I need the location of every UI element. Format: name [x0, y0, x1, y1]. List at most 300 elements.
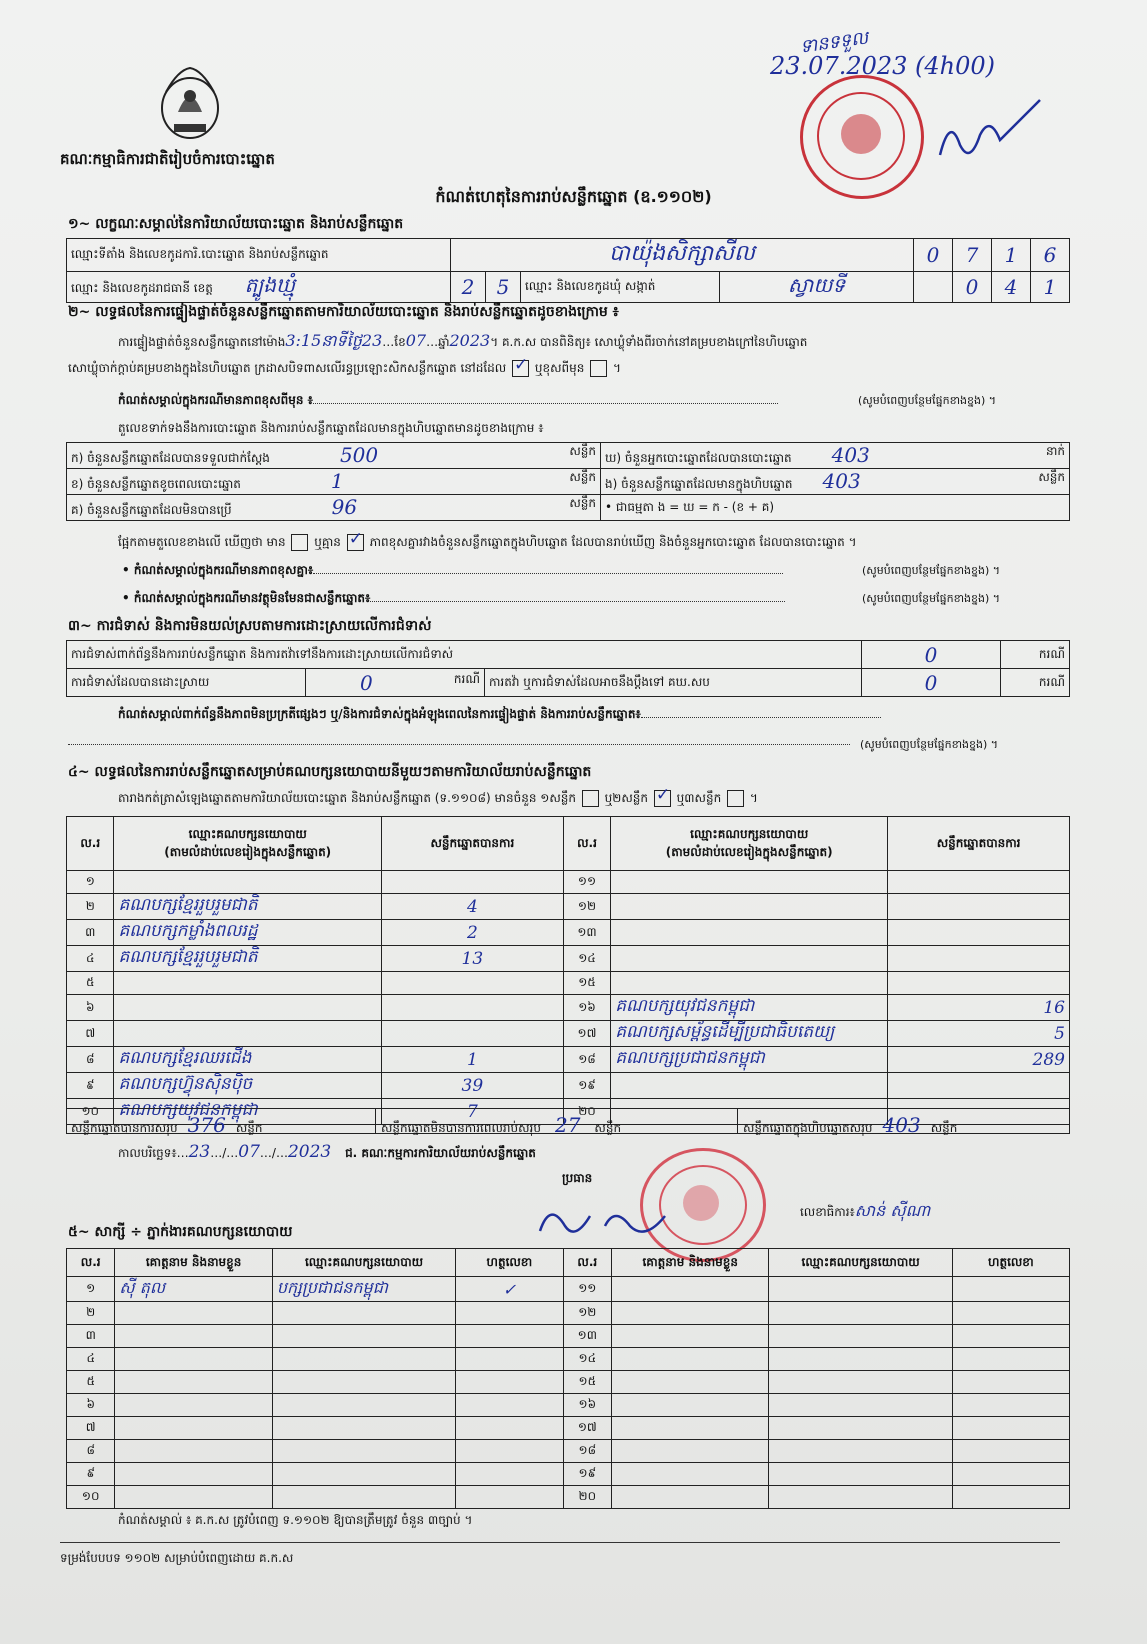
vote-count: 1 [382, 1047, 564, 1073]
row-number: ១១ [563, 871, 610, 894]
party-name [611, 894, 888, 920]
bullet2-line [370, 601, 785, 602]
witness-table [66, 1248, 1070, 1509]
vote-count [888, 1073, 1070, 1099]
witness-name [612, 1486, 769, 1509]
resolved-label: ការជំទាស់ដែលបានដោះស្រាយ [67, 669, 306, 697]
commune-label: ឈ្មោះ និងលេខកូដឃុំ សង្កាត់ [521, 272, 720, 303]
row-number: ១៥ [563, 1371, 611, 1394]
page-title: កំណត់ហេតុនៃការរាប់សន្លឹកឆ្នោត (ឧ.១១០២) [435, 187, 712, 206]
witness-party: បក្សប្រជាជនកម្ពុជា [272, 1277, 455, 1302]
date-month: 07 [238, 1142, 260, 1162]
one-sheet-checkbox[interactable] [582, 790, 599, 807]
received-label: ក) ចំនួនសន្លឹកឆ្នោតដែលបានទទួលជាក់ស្ដែង [71, 451, 270, 465]
secretary-line: លេខាធិការ៖សាន់ ស៊ីណា [800, 1201, 931, 1220]
party-name [611, 1073, 888, 1099]
vote-count [888, 972, 1070, 995]
same-checkbox[interactable] [512, 360, 529, 377]
note1-label: កំណត់សម្គាល់ក្នុងករណីមានភាពខុសពីមុន ៖ [118, 393, 313, 407]
empty-cell [914, 272, 953, 303]
based-text-a: ផ្អែកតាមតួលេខខាងលើ ឃើញថា មាន [118, 535, 286, 549]
party-name [611, 871, 888, 894]
irregularity-note [118, 706, 881, 724]
chair-signature-icon [535, 1196, 685, 1246]
vote-count [382, 972, 564, 995]
commune-code-digit: 1 [1031, 272, 1070, 303]
station-code-digit: 1 [992, 239, 1031, 272]
irregularity-line [641, 717, 881, 718]
complaints-label: ការជំទាស់ពាក់ព័ន្ធនឹងការរាប់សន្លឹកឆ្នោត និងការតវ៉ាទៅនឹងការដោះស្រាយលើការជំទាស់ [67, 641, 862, 669]
witness-name [612, 1394, 769, 1417]
para1-text: ការផ្ទៀងផ្ទាត់ចំនួនសន្លឹកឆ្នោតនៅម៉ោង [118, 335, 286, 349]
table-row [67, 1021, 1070, 1047]
witness-name [115, 1440, 272, 1463]
witness-signature [952, 1348, 1069, 1371]
witness-party [769, 1277, 952, 1302]
voters-value: 403 [831, 443, 870, 467]
bullet1-label: • កំណត់សម្គាល់ក្នុងករណីមានភាពខុសគ្នា៖ [122, 563, 314, 577]
party-name: គណបក្សខ្មែររួបរួមជាតិ [114, 894, 382, 920]
commune-name: ស្វាយទី [720, 272, 914, 303]
row-number: ១ [67, 1277, 115, 1302]
vote-count [888, 946, 1070, 972]
commune-code-digit: 0 [953, 272, 992, 303]
year-label: ឆ្នាំ [438, 335, 450, 349]
row-number: ៧ [67, 1021, 114, 1047]
dotted-line [68, 744, 850, 745]
complaints-value: 0 [862, 641, 1001, 669]
verify-year: 2023 [449, 331, 491, 350]
witness-party [272, 1417, 455, 1440]
total-in-box [743, 1113, 957, 1138]
witness-party [769, 1440, 952, 1463]
based-text-c: ភាពខុសគ្នារវាងចំនួនសន្លឹកឆ្នោតក្នុងហិបឆ្នោត ដែលបានរាប់ឃើញ និងចំនួនអ្នកបោះឆ្នោត ដែលបានបោះឆ្នោត ។ [369, 535, 857, 549]
witness-signature [456, 1394, 563, 1417]
row-number: ១២ [563, 1302, 611, 1325]
total-valid-label: សន្លឹកឆ្នោតបានការសរុប [71, 1121, 178, 1135]
row-number: ១៦ [563, 1394, 611, 1417]
row-number: ១៤ [563, 946, 610, 972]
section1-table [66, 238, 1070, 303]
province-label: ឈ្មោះ និងលេខកូដរាជធានី ខេត្ត [71, 281, 213, 295]
para1-text-b: ។ គ.ក.ស បានពិនិត្យ៖ សោឃ្លុំទាំងពីរចាក់នៅគម្របខាងក្រៅនៃហិបឆ្នោត [490, 335, 808, 349]
party-name: គណបក្សសម្ព័ន្ធដើម្បីប្រជាធិបតេយ្យ [611, 1021, 888, 1047]
tally-sheets-line: តារាងកត់ត្រាសំឡេងឆ្នោតតាមការិយាល័យបោះឆ្នោត និងរាប់សន្លឹកឆ្នោត (ទ.១១០៨) មានចំនួន ១សន្លឹក ឬ២សន្លឹក ✓ ឬ៣សន្លឹក ។ [118, 790, 758, 808]
table-row [67, 1047, 1070, 1073]
section1-heading: ១~ លក្ខណៈសម្គាល់នៃការិយាល័យបោះឆ្នោត និងរាប់សន្លឹកឆ្នោត [68, 216, 404, 232]
date-line: កាលបរិច្ឆេទ៖…23…/…07…/…2023 ជ. គណៈកម្មការការិយាល័យរាប់សន្លឹកឆ្នោត [118, 1142, 536, 1162]
row-number: ២ [67, 894, 114, 920]
witness-signature: ✓ [456, 1277, 563, 1302]
fill-hint: (សូមបំពេញបន្ថែមផ្នែកខាងខ្នង) ។ [862, 592, 1001, 605]
witness-name [115, 1371, 272, 1394]
bullet2-label: • កំណត់សម្គាល់ក្នុងករណីមានវត្ថុមិនមែនជាសន្លឹកឆ្នោត៖ [122, 591, 371, 605]
row-number: ៧ [67, 1417, 115, 1440]
table-row [67, 920, 1070, 946]
total-box-value: 403 [882, 1113, 921, 1137]
intro-c: ឬ៣សន្លឹក [676, 791, 722, 805]
party-name: គណបក្សប្រជាជនកម្ពុជា [611, 1047, 888, 1073]
nec-emblem-icon [158, 62, 222, 146]
appeal-label: ការតវ៉ា ឬការជំទាស់ដែលអាចនឹងប្ដឹងទៅ គឃ.សប [485, 669, 862, 697]
verify-month: 07 [405, 331, 427, 350]
party-name: គណបក្សយុវជនកម្ពុជា [114, 1099, 382, 1125]
verify-time: 3:15នាទីថ្ងៃ [285, 331, 362, 350]
witness-name: ស៊ី តុល [115, 1277, 272, 1302]
row-number: ៤ [67, 1348, 115, 1371]
witness-party [769, 1348, 952, 1371]
col-signature: ហត្ថលេខា [456, 1249, 563, 1277]
witness-signature [456, 1463, 563, 1486]
witness-party [272, 1463, 455, 1486]
unit: ករណី [1001, 641, 1070, 669]
table-row [67, 1440, 1070, 1463]
bullet-nonballot [122, 590, 785, 608]
spoiled-label: ខ) ចំនួនសន្លឹកឆ្នោតខូចពេលបោះឆ្នោត [71, 477, 241, 491]
party-name: គណបក្សខ្មែររួបរួមជាតិ [114, 946, 382, 972]
unit: សន្លឹក [594, 1121, 622, 1135]
row-number: ១០ [67, 1486, 115, 1509]
province-row [67, 272, 451, 303]
table-row [67, 1371, 1070, 1394]
table-row [67, 1302, 1070, 1325]
row-number: ៣ [67, 920, 114, 946]
station-code-digit: 7 [953, 239, 992, 272]
witness-party [272, 1440, 455, 1463]
voters-label: ឃ) ចំនួនអ្នកបោះឆ្នោតដែលបានបោះឆ្នោត [605, 451, 792, 465]
has-discrepancy-checkbox[interactable] [291, 534, 308, 551]
fill-hint: (សូមបំពេញបន្ថែមផ្នែកខាងខ្នង) ។ [862, 564, 1001, 577]
witness-name [115, 1348, 272, 1371]
witness-name [612, 1440, 769, 1463]
table-row [67, 946, 1070, 972]
vote-count: 13 [382, 946, 564, 972]
row-number: ៩ [67, 1073, 114, 1099]
col-party: ឈ្មោះគណបក្សនយោបាយ [272, 1249, 455, 1277]
row-number: ១៤ [563, 1348, 611, 1371]
col-party [611, 817, 888, 871]
secretary-signature: សាន់ ស៊ីណា [854, 1201, 931, 1220]
witness-party [769, 1371, 952, 1394]
witness-name [612, 1371, 769, 1394]
table-row [67, 894, 1070, 920]
table-row [67, 1348, 1070, 1371]
row-number: ៨ [67, 1440, 115, 1463]
col-party-line2: (តាមលំដាប់លេខរៀងក្នុងសន្លឹកឆ្នោត) [164, 844, 332, 859]
total-box-label: សន្លឹកឆ្នោតក្នុងហិបឆ្នោតសរុប [743, 1121, 873, 1135]
col-party-line2: (តាមលំដាប់លេខរៀងក្នុងសន្លឹកឆ្នោត) [665, 844, 833, 859]
table-row [67, 1486, 1070, 1509]
table-row [67, 1394, 1070, 1417]
row-number: ១៦ [563, 995, 610, 1021]
row-number: ៦ [67, 1394, 115, 1417]
discrepancy-line [118, 534, 857, 552]
table-row [67, 1277, 1070, 1302]
verification-paragraph: ការផ្ទៀងផ្ទាត់ចំនួនសន្លឹកឆ្នោតនៅម៉ោង3:15នាទីថ្ងៃ23…ខែ07…ឆ្នាំ2023។ គ.ក.ស បានពិនិត្យ៖ សោឃ្លុំទាំងពីរចាក់នៅគម្របខាងក្រៅនៃហិបឆ្នោត [118, 331, 808, 350]
witness-name [115, 1302, 272, 1325]
vote-count: 289 [888, 1047, 1070, 1073]
province-name: ត្បូងឃ្មុំ [244, 273, 296, 297]
footer-note: កំណត់សម្គាល់ ៖ គ.ក.ស ត្រូវបំពេញ ទ.១១០២ ឱ្យបានត្រឹមត្រូវ ចំនួន ៣ច្បាប់ ។ [118, 1513, 473, 1527]
row-number: ១៩ [563, 1073, 610, 1099]
three-sheets-checkbox[interactable] [727, 790, 744, 807]
para2-text-b: ឬខុសពីមុន [534, 361, 585, 375]
vote-count [382, 1021, 564, 1047]
row-number: ៣ [67, 1325, 115, 1348]
verification-paragraph-2: សោឃ្លុំចាក់ក្ដាប់គម្របខាងក្នុងនៃហិបឆ្នោត ក្រដាសបិទពាសលើរន្ធប្រឡោះសិកសន្លឹកឆ្នោត នៅដដែល ✓ ឬខុសពីមុន ។ [68, 360, 621, 378]
unit: សន្លឹក [235, 1121, 263, 1135]
vote-count: 4 [382, 894, 564, 920]
org-name: គណៈកម្មាធិការជាតិរៀបចំការបោះឆ្នោត [60, 150, 275, 168]
party-name: គណបក្សខ្មែរឈរជើង [114, 1047, 382, 1073]
row-number: ១១ [563, 1277, 611, 1302]
witness-party [769, 1325, 952, 1348]
footer-divider [60, 1542, 1060, 1543]
table-row [67, 871, 1070, 894]
received-value: 500 [339, 443, 379, 467]
verify-day: 23 [361, 331, 383, 350]
witness-name [115, 1325, 272, 1348]
witness-name [612, 1325, 769, 1348]
station-code-digit: 6 [1031, 239, 1070, 272]
unit: ករណី [453, 671, 480, 686]
row-number: ១៩ [563, 1463, 611, 1486]
handwritten-top-word: ទានទទួល [798, 27, 870, 58]
row-number: ១៧ [563, 1417, 611, 1440]
secretary-label: លេខាធិការ [800, 1205, 850, 1219]
witness-party [769, 1486, 952, 1509]
row-number: ២០ [563, 1486, 611, 1509]
form-id: ទម្រង់បែបបទ ១១០២ សម្រាប់បំពេញដោយ គ.ក.ស [60, 1551, 294, 1565]
witness-name [612, 1277, 769, 1302]
bullet-difference [122, 562, 783, 580]
witness-signature [952, 1440, 1069, 1463]
party-name [114, 1021, 382, 1047]
vote-count [888, 920, 1070, 946]
witness-name [115, 1394, 272, 1417]
party-name [611, 946, 888, 972]
row-number: ១៨ [563, 1047, 610, 1073]
witness-signature [952, 1463, 1069, 1486]
in-box-value: 403 [822, 469, 861, 493]
vote-count: 5 [888, 1021, 1070, 1047]
witness-party [769, 1302, 952, 1325]
party-name [114, 871, 382, 894]
row-number: ១២ [563, 894, 610, 920]
witness-name [115, 1463, 272, 1486]
witness-signature [952, 1277, 1069, 1302]
vote-count: 7 [382, 1099, 564, 1125]
chair-label: ប្រធាន [562, 1171, 593, 1185]
committee-label: ជ. គណៈកម្មការការិយាល័យរាប់សន្លឹកឆ្នោត [345, 1146, 536, 1160]
witness-signature [952, 1486, 1069, 1509]
intro-a: តារាងកត់ត្រាសំឡេងឆ្នោតតាមការិយាល័យបោះឆ្នោត និងរាប់សន្លឹកឆ្នោត (ទ.១១០៨) មានចំនួន ១សន្លឹក [118, 791, 576, 805]
signature-top-icon [930, 95, 1050, 175]
total-invalid-label: សន្លឹកឆ្នោតមិនបានការពេលរាប់សរុប [381, 1121, 541, 1135]
handwritten-date: 23.07.2023 (4h00) [770, 52, 996, 80]
figures-table [66, 442, 1070, 521]
witness-party [272, 1371, 455, 1394]
party-name: គណបក្សកម្លាំងពលរដ្ឋ [114, 920, 382, 946]
station-name: បាយ៉ុងសិក្សាសីល [451, 239, 914, 272]
witness-signature [952, 1394, 1069, 1417]
col-no: ល.រ [563, 817, 610, 871]
official-stamp-icon [800, 75, 924, 199]
table-row [67, 995, 1070, 1021]
row-number: ២ [67, 1302, 115, 1325]
witness-party [272, 1348, 455, 1371]
witness-signature [952, 1371, 1069, 1394]
unit: សន្លឹក [569, 470, 596, 484]
col-party: ឈ្មោះគណបក្សនយោបាយ [769, 1249, 952, 1277]
note-difference [118, 392, 778, 410]
witness-name [115, 1486, 272, 1509]
table-row [67, 1073, 1070, 1099]
unused-label: គ) ចំនួនសន្លឹកឆ្នោតដែលមិនបានប្រើ [71, 503, 232, 517]
col-no: ល.រ [563, 1249, 611, 1277]
row-number: ១៧ [563, 1021, 610, 1047]
witness-party [769, 1394, 952, 1417]
witness-party [272, 1325, 455, 1348]
province-code-digit: 5 [486, 272, 521, 303]
party-name [611, 920, 888, 946]
witness-signature [456, 1302, 563, 1325]
col-name: គោត្តនាម និងនាមខ្លួន [115, 1249, 272, 1277]
appeal-value: 0 [862, 669, 1001, 697]
witness-signature [456, 1486, 563, 1509]
station-label: ឈ្មោះទីតាំង និងលេខកូដការិ.បោះឆ្នោត និងរាប់សន្លឹកឆ្នោត [67, 239, 451, 272]
party-name: គណបក្សហ៊្វុនស៊ិនប៉ិច [114, 1073, 382, 1099]
in-box-label: ង) ចំនួនសន្លឹកឆ្នោតដែលមានក្នុងហិបឆ្នោត [605, 477, 793, 491]
vote-count [888, 894, 1070, 920]
witness-signature [952, 1302, 1069, 1325]
section5-heading: ៥~ សាក្សី ÷ ភ្នាក់ងារគណបក្សនយោបាយ [68, 1224, 293, 1240]
vote-count [382, 871, 564, 894]
witness-signature [952, 1417, 1069, 1440]
row-number: ៦ [67, 995, 114, 1021]
unit: ករណី [1001, 669, 1070, 697]
col-party [114, 817, 382, 871]
unit: សន្លឹក [1038, 470, 1065, 484]
total-invalid [381, 1113, 621, 1138]
unit: នាក់ [1045, 444, 1065, 458]
row-number: ២០ [563, 1099, 610, 1125]
divider [737, 1109, 738, 1133]
formula-text: • ជាធម្មតា ង = ឃ = ក - (ខ + គ) [605, 499, 775, 514]
party-name [114, 972, 382, 995]
col-votes: សន្លឹកឆ្នោតបានការ [888, 817, 1070, 871]
section4-heading: ៤~ លទ្ធផលនៃការរាប់សន្លឹកឆ្នោតសម្រាប់គណបក្សនយោបាយនីមួយៗតាមការិយាល័យរាប់សន្លឹកឆ្នោត [68, 764, 592, 780]
fill-hint: (សូមបំពេញបន្ថែមផ្នែកខាងខ្នង) ។ [858, 394, 997, 407]
section3-heading: ៣~ ការជំទាស់ និងការមិនយល់ស្របតាមការដោះស្រាយលើការជំទាស់ [68, 618, 432, 634]
different-checkbox[interactable] [590, 360, 607, 377]
witness-party [272, 1302, 455, 1325]
witness-party [272, 1486, 455, 1509]
row-number: ៥ [67, 972, 114, 995]
witness-name [612, 1348, 769, 1371]
table-row [67, 1325, 1070, 1348]
row-number: ១៥ [563, 972, 610, 995]
witness-signature [952, 1325, 1069, 1348]
month-label: ខែ [394, 335, 406, 349]
irregularity-label: កំណត់សម្គាល់ពាក់ព័ន្ធនឹងភាពមិនប្រក្រតីផ្សេងៗ ឬ/និងការជំទាស់ក្នុងអំឡុងពេលនៃការផ្ទៀងផ្ទាត់ និងការរាប់សន្លឹកឆ្នោត៖ [118, 707, 641, 721]
row-number: ១០ [67, 1099, 114, 1125]
witness-name [115, 1417, 272, 1440]
vote-count: 39 [382, 1073, 564, 1099]
witness-party [769, 1417, 952, 1440]
col-name: គោត្តនាម និងនាមខ្លួន [612, 1249, 769, 1277]
row-number: ១៨ [563, 1440, 611, 1463]
unused-value: 96 [331, 495, 358, 519]
col-no: ល.រ [67, 817, 114, 871]
witness-name [612, 1417, 769, 1440]
witness-party [272, 1394, 455, 1417]
row-number: ១ [67, 871, 114, 894]
unit: សន្លឹក [930, 1121, 958, 1135]
witness-name [612, 1302, 769, 1325]
fill-hint: (សូមបំពេញបន្ថែមផ្នែកខាងខ្នង) ។ [860, 738, 999, 751]
vote-count [888, 871, 1070, 894]
total-invalid-value: 27 [554, 1113, 581, 1137]
row-number: ៤ [67, 946, 114, 972]
witness-signature [456, 1440, 563, 1463]
col-no: ល.រ [67, 1249, 115, 1277]
commune-code-digit: 4 [992, 272, 1031, 303]
two-sheets-checkbox[interactable] [654, 790, 671, 807]
intro-b: ឬ២សន្លឹក [604, 791, 649, 805]
row-number: ៩ [67, 1463, 115, 1486]
spoiled-value: 1 [330, 469, 344, 493]
unit: សន្លឹក [569, 444, 596, 458]
figures-intro: តួលេខទាក់ទងនឹងការបោះឆ្នោត និងការរាប់សន្លឹកឆ្នោតដែលមានក្នុងហិបឆ្នោតមានដូចខាងក្រោម ៖ [118, 421, 544, 435]
party-name [611, 972, 888, 995]
witness-signature [456, 1348, 563, 1371]
table-row [67, 1463, 1070, 1486]
para2-text: សោឃ្លុំចាក់ក្ដាប់គម្របខាងក្នុងនៃហិបឆ្នោត ក្រដាសបិទពាសលើរន្ធប្រឡោះសិកសន្លឹកឆ្នោត នៅដដែល [68, 361, 507, 375]
col-votes: សន្លឹកឆ្នោតបានការ [382, 817, 564, 871]
date-year: 2023 [287, 1142, 332, 1162]
row-number: ៨ [67, 1047, 114, 1073]
station-code-digit: 0 [914, 239, 953, 272]
table-row [67, 972, 1070, 995]
witness-name [612, 1463, 769, 1486]
totals-row [66, 1108, 1070, 1137]
row-number: ៥ [67, 1371, 115, 1394]
bullet1-line [313, 573, 783, 574]
divider [375, 1109, 376, 1133]
witness-signature [456, 1371, 563, 1394]
row-number: ១៣ [563, 920, 610, 946]
witness-signature [456, 1325, 563, 1348]
complaints-table [66, 640, 1070, 697]
no-discrepancy-checkbox[interactable] [347, 534, 364, 551]
irregularity-line-2 [68, 734, 850, 749]
col-signature: ហត្ថលេខា [952, 1249, 1069, 1277]
col-party-line1: ឈ្មោះគណបក្សនយោបាយ [188, 826, 307, 841]
table-row [67, 1417, 1070, 1440]
unit: សន្លឹក [569, 496, 596, 510]
party-name: គណបក្សយុវជនកម្ពុជា [611, 995, 888, 1021]
results-table [66, 816, 1070, 1125]
row-number: ១៣ [563, 1325, 611, 1348]
vote-count: 16 [888, 995, 1070, 1021]
date-day: 23 [188, 1142, 211, 1162]
note1-line [313, 403, 778, 404]
province-code-digit: 2 [451, 272, 486, 303]
resolved-value: 0 [360, 670, 373, 695]
based-text-b: ឬគ្មាន [314, 535, 341, 549]
total-valid [71, 1113, 263, 1138]
